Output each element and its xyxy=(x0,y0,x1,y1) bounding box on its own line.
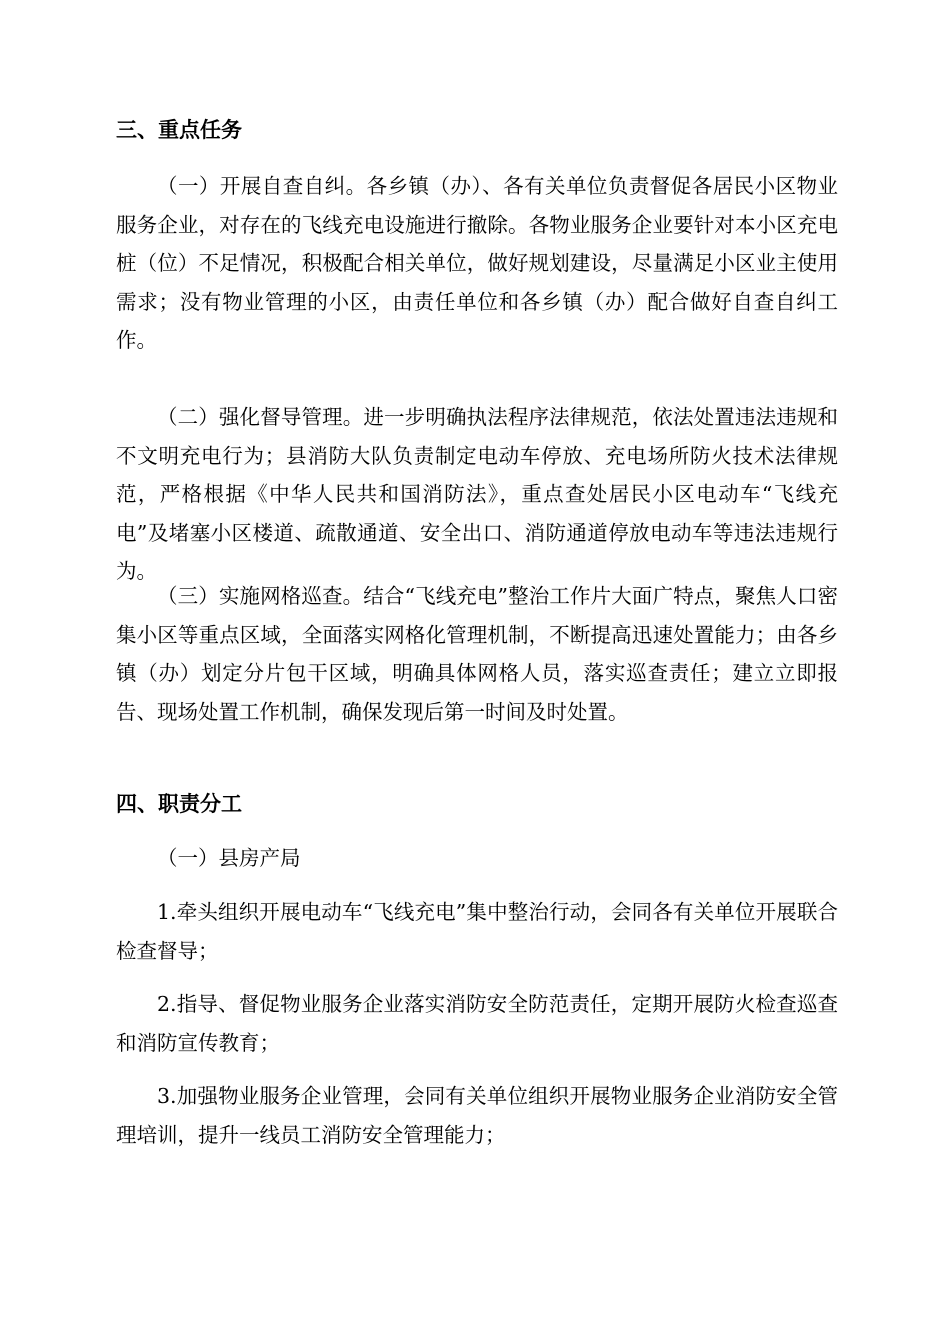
paragraph-supervision: （二）强化督导管理。进一步明确执法程序法律规范，依法处置违法违规和不文明充电行为；县消防大队负责制定电动车停放、充电场所防火技术法律规范，严格根据《中华人民共和国消防法》，重点查处居民小区电动车“飞线充电”及堵塞小区楼道、疏散通道、安全出口、消防通道停放电动车等违法违规行为。 xyxy=(116,405,838,583)
paragraph-grid-inspection: （三）实施网格巡查。结合“飞线充电”整治工作片大面广特点，聚焦人口密集小区等重点区域，全面落实网格化管理机制，不断提高迅速处置能力；由各乡镇（办）划定分片包干区域，明确具体网格人员，落实巡查责任；建立立即报告、现场处置工作机制，确保发现后第一时间及时处置。 xyxy=(116,584,838,724)
paragraph-county-housing-bureau: （一）县房产局 xyxy=(157,846,301,870)
paragraph-self-inspection: （一）开展自查自纠。各乡镇（办）、各有关单位负责督促各居民小区物业服务企业，对存在的飞线充电设施进行撤除。各物业服务企业要针对本小区充电桩（位）不足情况，积极配合相关单位，做好规划建设，尽量满足小区业主使用需求；没有物业管理的小区，由责任单位和各乡镇（办）配合做好自查自纠工作。 xyxy=(116,174,838,352)
section-heading-responsibilities: 四、职责分工 xyxy=(116,791,242,816)
list-item-1: 1.牵头组织开展电动车“飞线充电”集中整治行动，会同各有关单位开展联合检查督导； xyxy=(116,900,838,963)
section-heading-key-tasks: 三、重点任务 xyxy=(116,117,242,142)
list-item-3: 3.加强物业服务企业管理，会同有关单位组织开展物业服务企业消防安全管理培训，提升一线员工消防安全管理能力； xyxy=(116,1084,838,1147)
list-item-2: 2.指导、督促物业服务企业落实消防安全防范责任，定期开展防火检查巡查和消防宣传教育； xyxy=(116,992,838,1055)
